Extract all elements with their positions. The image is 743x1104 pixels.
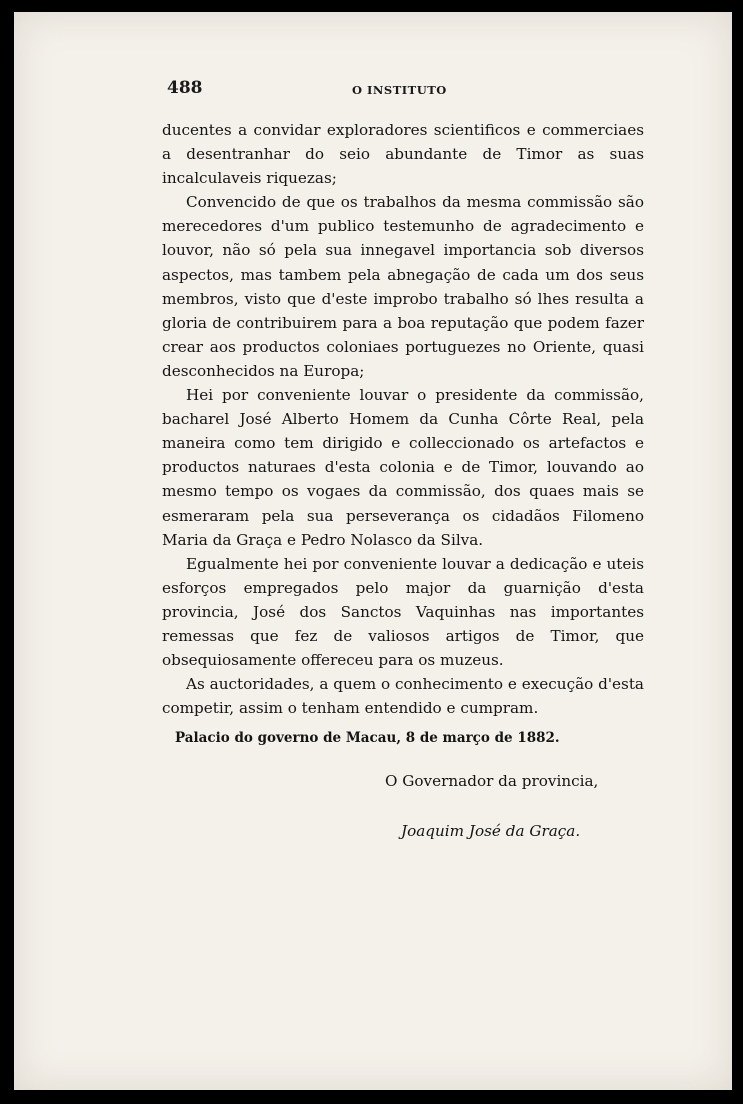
page-number: 488 — [167, 78, 203, 98]
running-title: O INSTITUTO — [352, 83, 447, 97]
paragraph: ducentes a convidar exploradores scientificos e commerciaes a desentranhar do seio abundante de Timor as suas incalculaveis riquezas; — [162, 121, 644, 188]
paragraph: As auctoridades, a quem o conhecimento e execução d'esta competir, assim o tenham entendido e cumpram. — [162, 675, 644, 718]
dateline: Palacio do governo de Macau, 8 de março de 1882. — [175, 730, 560, 746]
paragraph: Egualmente hei por conveniente louvar a dedicação e uteis esforços empregados pelo major da guarnição d'esta provincia, José dos Sanctos Vaquinhas nas importantes remessas que fez de valiosos artigos de Timor, que obsequiosamente offereceu para os muzeus. — [162, 554, 644, 670]
paragraph: Hei por conveniente louvar o presidente da commissão, bacharel José Alberto Homem da Cunha Côrte Real, pela maneira como tem dirigido e colleccionado os artefactos e productos naturaes d'esta colonia e de Timor, louvando ao mesmo tempo os vogaes da commissão, dos quaes mais se esmeraram pela sua perseverança os cidadãos Filomeno Maria da Graça e Pedro Nolasco da Silva. — [162, 386, 644, 549]
signer-title: O Governador da provincia, — [385, 772, 599, 790]
signature: Joaquim José da Graça. — [401, 822, 581, 840]
paragraph: Convencido de que os trabalhos da mesma commissão são merecedores d'um publico testemunho de agradecimento e louvor, não só pela sua innegavel importancia sob diversos aspectos, mas tambem pela abnegação de cada um dos seus membros, visto que d'este improbo trabalho só lhes resulta a gloria de contribuirem para a boa reputação que podem fazer crear aos productos coloniaes portuguezes no Oriente, quasi desconhecidos na Europa; — [162, 193, 644, 380]
page-header — [167, 78, 643, 102]
body-text — [162, 118, 644, 720]
